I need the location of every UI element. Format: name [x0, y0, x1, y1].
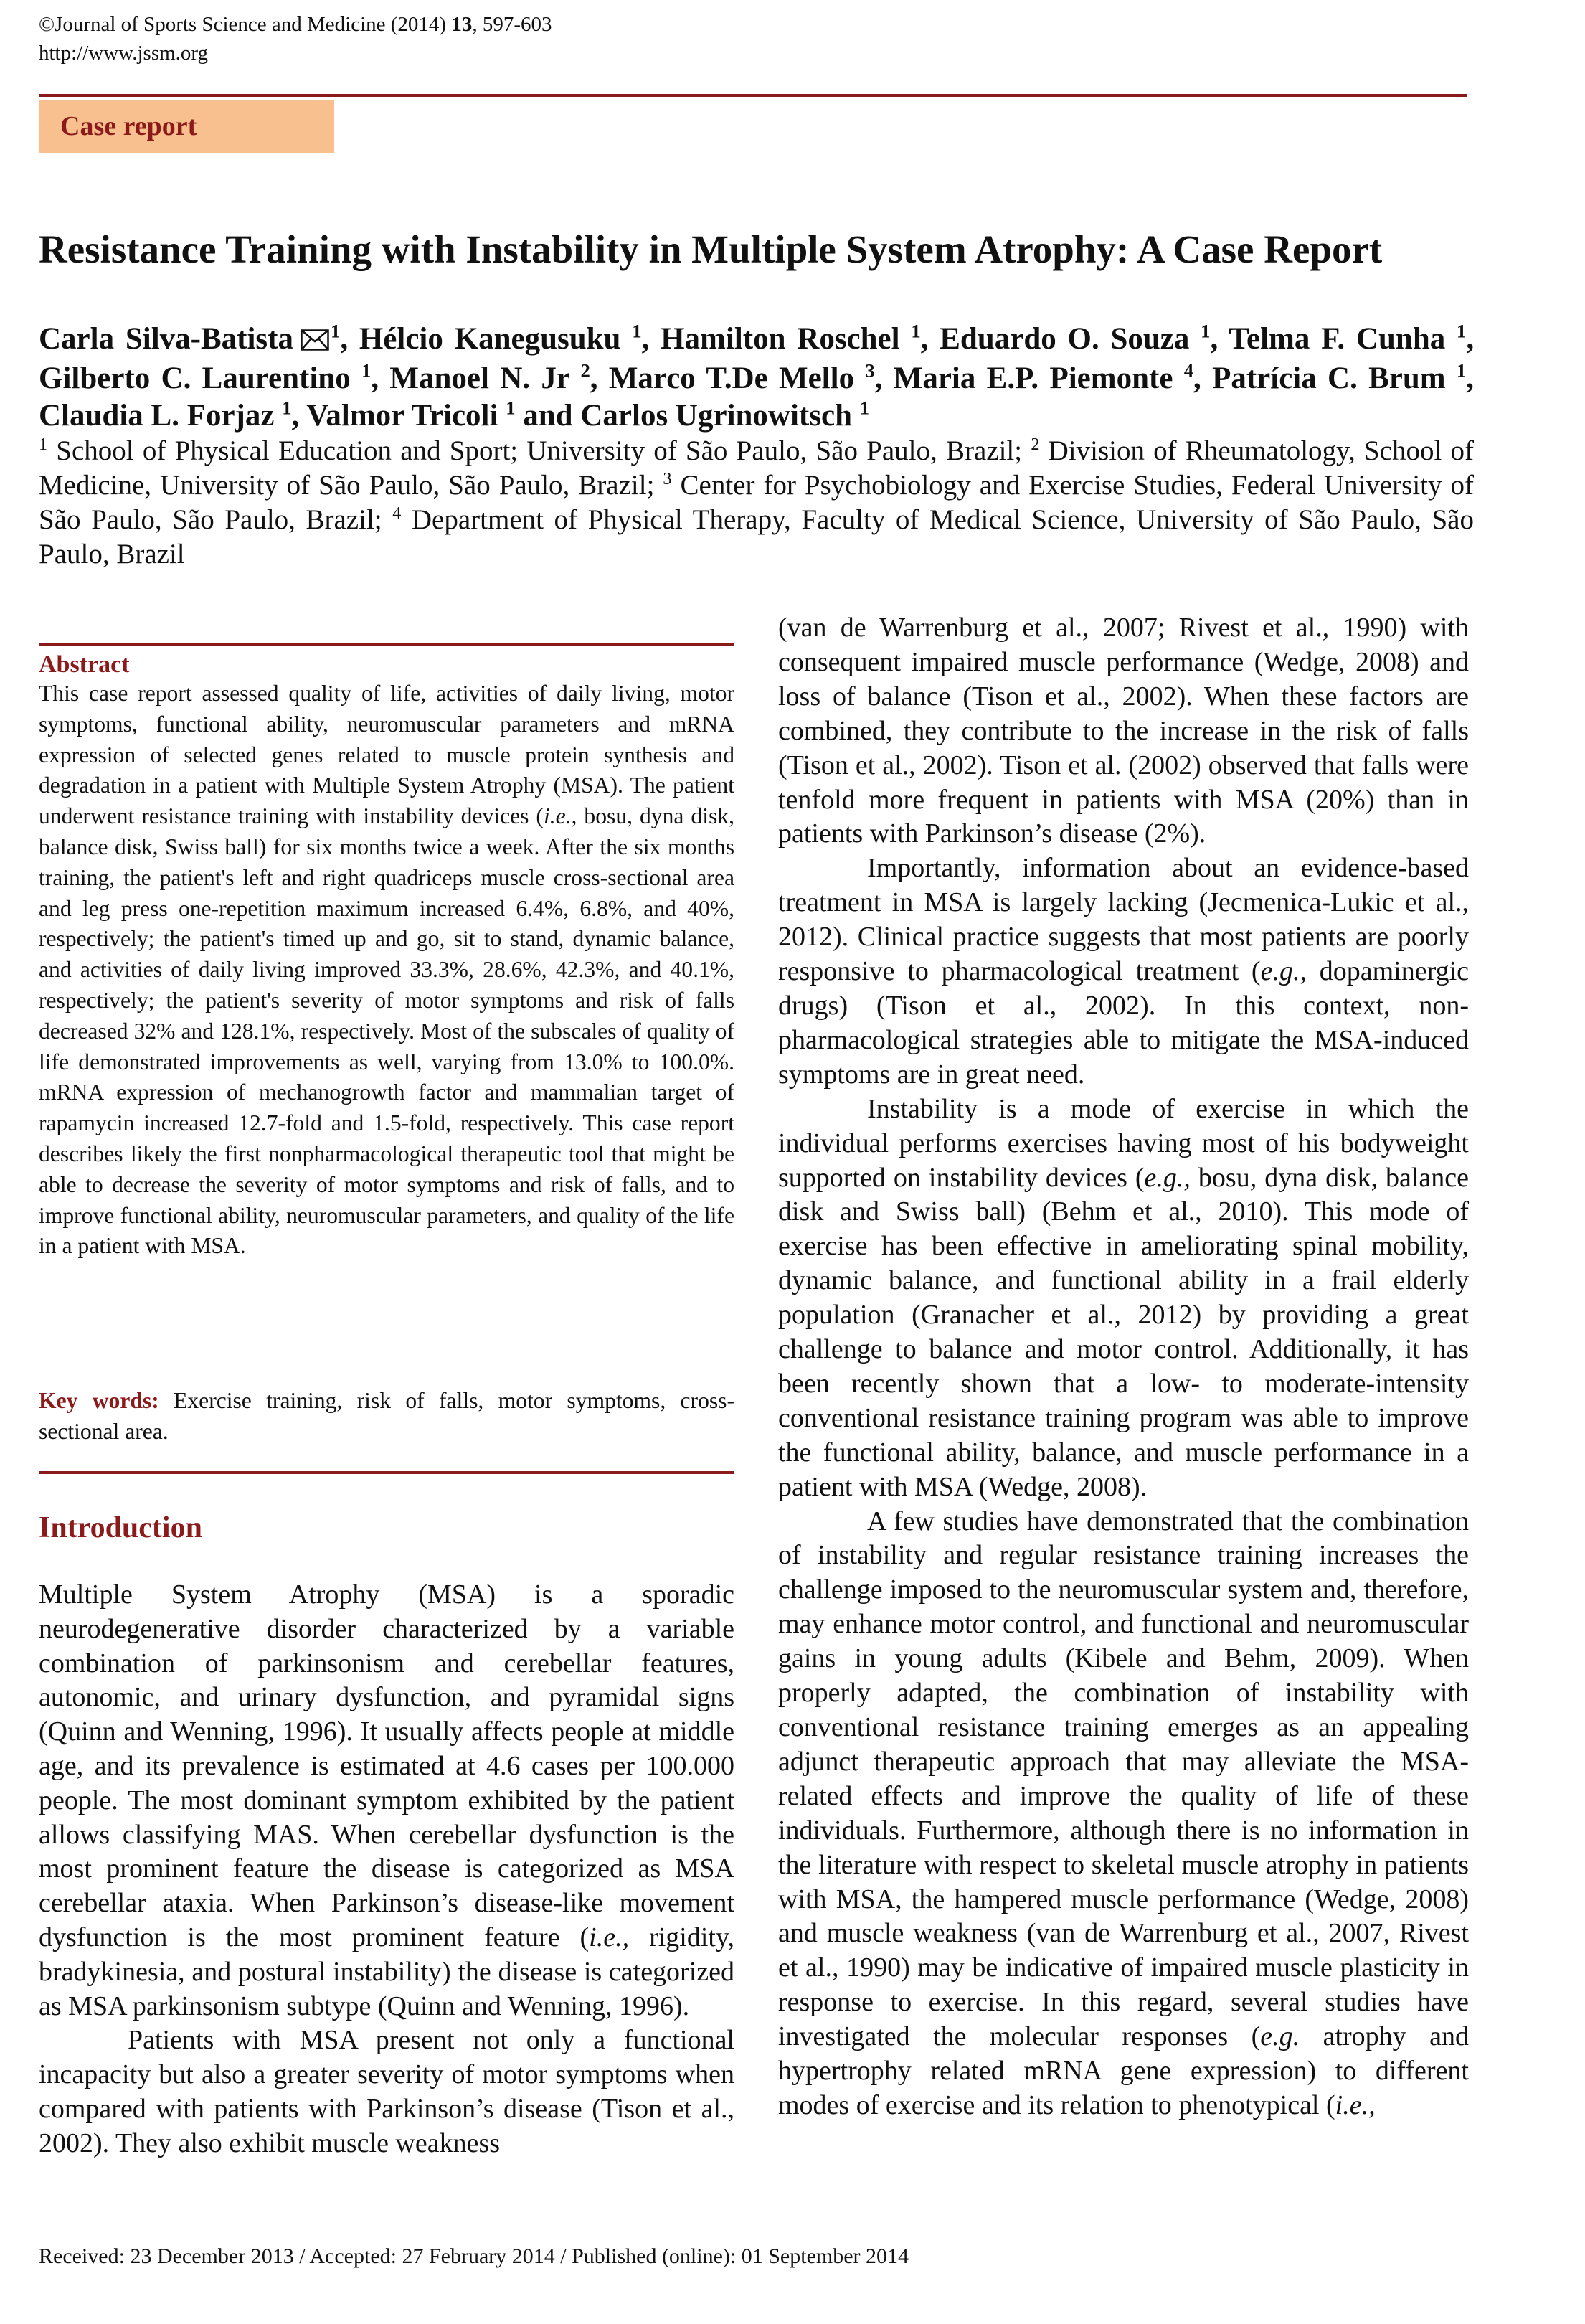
journal-citation: ©Journal of Sports Science and Medicine (2014) 13, 597-603	[39, 13, 552, 36]
left-column-text	[39, 1578, 734, 2161]
intro-paragraph-2-continued: (van de Warrenburg et al., 2007; Rivest et al., 1990) with consequent impaired muscle performance (Wedge, 2008) and loss of balance (Tison et al., 2002). When these factors are combined, they contribute to the increase in the risk of falls (Tison et al., 2002). Tison et al. (2002) observed that falls were tenfold more frequent in patients with MSA (20%) than in patients with Parkinson’s disease (2%).	[778, 613, 1469, 849]
abstract-heading: Abstract	[39, 651, 130, 678]
intro-paragraph-2: Patients with MSA present not only a functional incapacity but also a greater severity of motor symptoms when compared with patients with Parkinson’s disease (Tison et al., 2002). They also exhibit muscle weakness	[39, 2025, 734, 2158]
header-rule	[39, 94, 1467, 97]
affiliations: $^1$ School of Physical Education and Sport; University of São Paulo, São Paulo, Brazil; $^2$ Division of Rheumatology, School of Medicine, University of São Paulo, São Paulo, Brazil; $^3$ Center for Psychobiology and Exercise Studies, Federal University of São Paulo, São Paulo, Brazil; $^4$ Department of Physical Therapy, Faculty of Medical Science, University of São Paulo, São Paulo, Brazil	[39, 435, 1475, 570]
keywords: Key words: Exercise training, risk of falls, motor symptoms, cross-sectional area.	[39, 1388, 734, 1444]
intro-paragraph-1: Multiple System Atrophy (MSA) is a sporadic neurodegenerative disorder characterized by a variable combination of parkinsonism and cerebellar features, autonomic, and urinary dysfunction, and pyramidal signs (Quinn and Wenning, 1996). It usually affects people at middle age, and its prevalence is estimated at 4.6 cases per 100.000 people. The most dominant symptom exhibited by the patient allows classifying MAS. When cerebellar dysfunction is the most prominent feature the disease is categorized as MSA cerebellar ataxia. When Parkinson’s disease-like movement dysfunction is the most prominent feature (i.e., rigidity, bradykinesia, and postural instability) the disease is categorized as MSA parkinsonism subtype (Quinn and Wenning, 1996).	[39, 1579, 734, 2021]
journal-url[interactable]: http://www.jssm.org	[39, 42, 209, 65]
intro-paragraph-3: Importantly, information about an evidence-based treatment in MSA is largely lacking (Jecmenica-Lukic et al., 2012). Clinical practice suggests that most patients are poorly responsive to pharmacological treatment (e.g., dopaminergic drugs) (Tison et al., 2002). In this context, non-pharmacological strategies able to mitigate the MSA-induced symptoms are in great need.	[778, 853, 1469, 1090]
envelope-icon[interactable]	[301, 323, 329, 360]
right-column-text	[778, 611, 1469, 2123]
article-type-badge: Case report	[39, 100, 334, 153]
publication-dates: Received: 23 December 2013 / Accepted: 27 February 2014 / Published (online): 01 September 2014	[39, 2244, 909, 2268]
author-list: Carla Silva-Batista $^1$, Hélcio Kanegusuku $^1$, Hamilton Roschel $^1$, Eduardo O. Souza $^1$, Telma F. Cunha $^1$, Gilberto C. Laurentino $^1$, Manoel N. Jr $^2$, Marco T.De Mello $^3$, Maria E.P. Piemonte $^4$, Patrícia C. Brum $^1$, Claudia L. Forjaz $^1$, Valmor Tricoli $^1$ and Carlos Ugrinowitsch $^1$	[39, 320, 1475, 433]
abstract-body: This case report assessed quality of life, activities of daily living, motor symptoms, functional ability, neuromuscular parameters and mRNA expression of selected genes related to muscle protein synthesis and degradation in a patient with Multiple System Atrophy (MSA). The patient underwent resistance training with instability devices (i.e., bosu, dyna disk, balance disk, Swiss ball) for six months twice a week. After the six months training, the patient's left and right quadriceps muscle cross-sectional area and leg press one-repetition maximum increased 6.4%, 6.8%, and 40%, respectively; the patient's timed up and go, sit to stand, dynamic balance, and activities of daily living improved 33.3%, 28.6%, 42.3%, and 40.1%, respectively; the patient's severity of motor symptoms and risk of falls decreased 32% and 128.1%, respectively. Most of the subscales of quality of life demonstrated improvements as well, varying from 13.0% to 100.0%. mRNA expression of mechanogrowth factor and mammalian target of rapamycin increased 12.7-fold and 1.5-fold, respectively. This case report describes likely the first nonpharmacological therapeutic tool that might be able to decrease the severity of motor symptoms and risk of falls, and to improve functional ability, neuromuscular parameters, and quality of the life in a patient with MSA.	[39, 681, 734, 1259]
abstract-top-rule	[39, 643, 734, 646]
intro-paragraph-5: A few studies have demonstrated that the combination of instability and regular resistance training increases the challenge imposed to the neuromuscular system and, therefore, may enhance motor control, and functional and neuromuscular gains in young adults (Kibele and Behm, 2009). When properly adapted, the combination of instability with conventional resistance training emerges as an appealing adjunct therapeutic approach that may alleviate the MSA-related effects and improve the quality of life of these individuals. Furthermore, although there is no information in the literature with respect to skeletal muscle atrophy in patients with MSA, the hampered muscle performance (Wedge, 2008) and muscle weakness (van de Warrenburg et al., 2007, Rivest et al., 1990) may be indicative of impaired muscle plasticity in response to exercise. In this regard, several studies have investigated the molecular responses (e.g. atrophy and hypertrophy related mRNA gene expression) to different modes of exercise and its relation to phenotypical (i.e.,	[778, 1506, 1470, 2120]
introduction-heading: Introduction	[39, 1511, 202, 1544]
article-title: Resistance Training with Instability in Multiple System Atrophy: A Case Report	[39, 227, 1383, 271]
keywords-label: Key words:	[39, 1388, 159, 1413]
abstract-bottom-rule	[39, 1471, 734, 1474]
journal-header	[39, 10, 552, 67]
intro-paragraph-4: Instability is a mode of exercise in which the individual performs exercises having most of his bodyweight supported on instability devices (e.g., bosu, dyna disk, balance disk and Swiss ball) (Behm et al., 2010). This mode of exercise has been effective in ameliorating spinal mobility, dynamic balance, and functional ability in a frail elderly population (Granacher et al., 2012) by providing a great challenge to balance and motor control. Additionally, it has been recently shown that a low- to moderate-intensity conventional resistance training program was able to improve the functional ability, balance, and muscle performance in a patient with MSA (Wedge, 2008).	[778, 1093, 1469, 1502]
